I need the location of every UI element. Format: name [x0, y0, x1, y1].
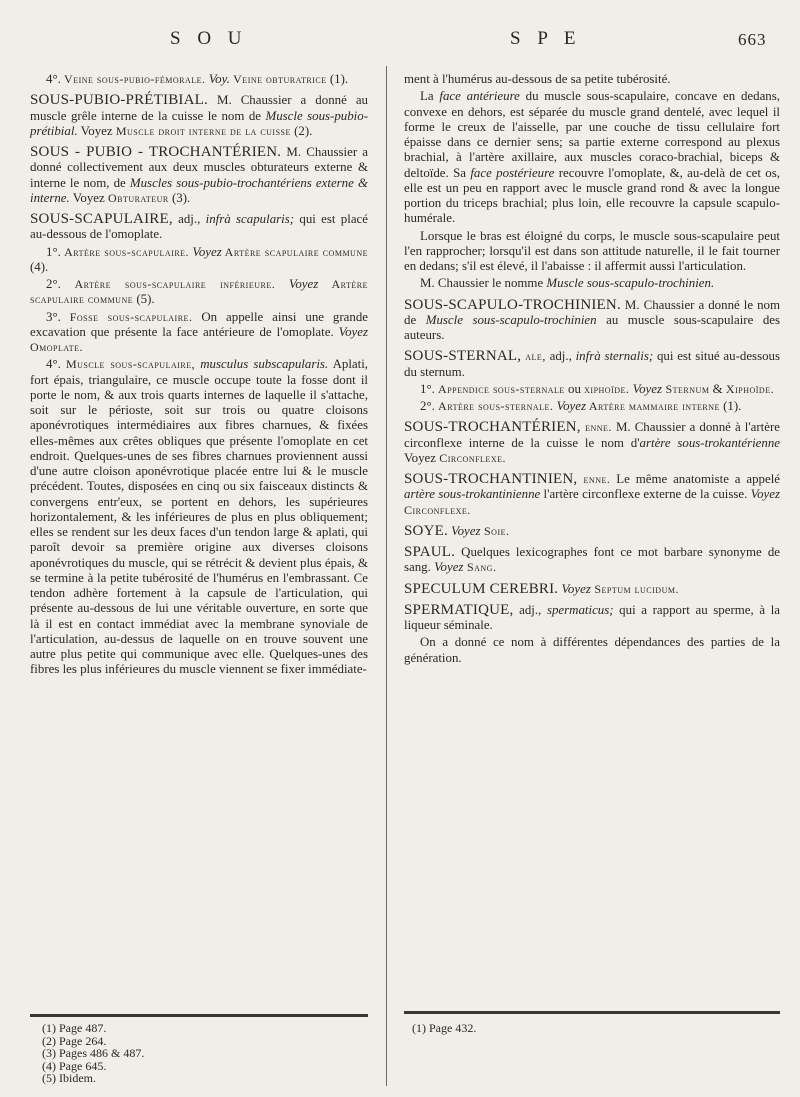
footnote: (1) Page 432. — [412, 1021, 477, 1035]
cross-ref-voyez: Voyez — [338, 324, 368, 339]
cross-ref-voyez: Voyez — [434, 560, 464, 575]
footnote-ref: (2). — [290, 123, 313, 138]
continuation-paragraph — [404, 72, 780, 87]
entry-fosse-sous-scapulaire — [30, 310, 368, 356]
headword: SOUS-STERNAL, — [404, 348, 522, 365]
entry-text: Voyez — [69, 190, 108, 205]
cross-ref-target: Circonflexe. — [439, 450, 506, 465]
footnote: (4) Page 645. — [42, 1058, 107, 1073]
entry-sous-sternal — [404, 349, 780, 380]
entry-number: 1°. — [46, 244, 65, 259]
left-column — [30, 72, 368, 962]
cross-ref-voyez: Voyez — [192, 244, 222, 259]
paragraph: Lorsque le bras est éloigné du corps, le muscle sous-scapulaire peut l'en rapprocher; lorsqu'il est dans son attitude naturelle, il le fait tourner en dedans; s'il est élevé, il l'abaisse : il affermit aussi l'articulation. — [404, 228, 780, 273]
entry-speculum-cerebri — [404, 582, 780, 597]
entry-text: M. Chaussier a donné au muscle grêle interne de la cuisse le nom de — [30, 93, 368, 123]
footnote: (5) Ibidem. — [42, 1071, 96, 1085]
entry-text: qui est situé au-dessous du sternum. — [404, 349, 780, 379]
footnote-ref: (4). — [30, 259, 49, 274]
entry-term: Artère sous-sternale. — [438, 399, 554, 413]
page-number: 663 — [738, 30, 767, 49]
entry-text: M. Chaussier a donné le nom de — [404, 297, 780, 327]
entry-text: M. Chaussier a donné à l'artère circonflexe interne de la cuisse le nom d' — [404, 420, 780, 450]
entry-artere-sous-sternale — [404, 399, 780, 414]
footnote-ref: (3). — [168, 190, 191, 205]
entry-text: adj., — [513, 602, 547, 617]
paragraph: On a donné ce nom à différentes dépendances des parties de la génération. — [404, 635, 780, 665]
suffix: enne. — [580, 420, 612, 435]
cross-ref-voyez: Voyez — [556, 399, 586, 413]
cross-ref-voyez: Voyez — [288, 277, 319, 291]
headword: SOUS-TROCHANTÉRIEN, — [404, 419, 581, 436]
italic-term: Muscle sous-pubio-prétibial. — [30, 108, 368, 138]
italic-term: artère sous-trokantérienne — [639, 435, 781, 450]
entry-sous-pubio-trochanterien — [30, 145, 368, 206]
entry-appendice-sous-sternale — [404, 382, 780, 397]
footnote-ref: (1). — [326, 72, 349, 86]
headword: SOYE. — [404, 522, 448, 539]
entry-text: au muscle sous-scapulaire des auteurs. — [404, 312, 781, 342]
footnote: (2) Page 264. — [42, 1033, 107, 1048]
entry-text: qui est placé au-dessous de l'omoplate. — [30, 212, 369, 242]
headword: SPECULUM CEREBRI. — [404, 580, 559, 597]
cross-ref-target: Sternum — [661, 381, 710, 396]
cross-ref-voyez: Voyez — [750, 487, 781, 502]
italic-term: Muscles sous-pubio-trochantériens externe & interne. — [30, 175, 368, 205]
cross-ref-target: Artère scapulaire commune — [30, 277, 368, 307]
paragraph-fonction — [404, 229, 780, 275]
footnotes-right — [412, 1022, 712, 1035]
space — [275, 277, 289, 291]
footnotes-left — [42, 1022, 342, 1085]
cross-ref-target: Muscle droit interne de la cuisse — [115, 123, 291, 138]
entry-term: Muscle sous-scapulaire, — [65, 357, 196, 372]
italic-term: face antérieure — [439, 89, 520, 104]
page-header — [0, 8, 800, 52]
column-divider — [386, 66, 387, 1086]
entry-text: Le même anatomiste a appelé — [610, 472, 781, 486]
cross-ref-target: Xiphoïde. — [725, 381, 775, 396]
suffix: ale, — [521, 349, 546, 364]
entry-text: adj., — [545, 349, 576, 364]
italic-term: infrà scapularis; — [205, 212, 295, 226]
text: du muscle sous-scapulaire, concave en dedans, convexe en dehors, est séparée du muscle grand dentelé, avec lequel il forme le creux de l'aisselle, par une couche de tissu cellulaire fort épaisse dans ce dernier sens; sa partie externe correspond au plexus brachial, à l'artère axillaire, aux muscles coraco-brachial, biceps & deltoïde. Sa — [404, 89, 780, 180]
cross-ref-voyez: Voyez — [447, 523, 481, 538]
entry-artere-sous-scapulaire — [30, 245, 368, 276]
italic-term: Muscle sous-scapulo-trochinien. — [546, 276, 715, 291]
italic-term: Muscle sous-scapulo-trochinien — [425, 312, 597, 327]
entry-sous-trochantinien — [404, 472, 780, 518]
text: & — [709, 381, 726, 396]
right-column — [404, 72, 780, 832]
cross-ref-target: Omoplate. — [30, 340, 84, 354]
entry-sous-scapulo-trochinien — [404, 298, 780, 344]
footnote-rule-left — [30, 1014, 368, 1017]
entry-sous-trochanterien — [404, 420, 780, 466]
entry-text: M. Chaussier a donné collectivement aux deux muscles obturateurs externe & interne le nom, de — [30, 145, 369, 190]
cross-ref-voyez: Voyez — [558, 581, 591, 596]
text: La — [420, 89, 440, 104]
footnote-ref: (1). — [719, 399, 742, 413]
entry-number: 2°. — [420, 399, 439, 413]
headword: SOUS-SCAPULO-TROCHINIEN. — [404, 296, 621, 313]
paragraph-nomenclature — [404, 276, 780, 291]
running-head-right: S P E — [510, 28, 582, 49]
entry-sous-pubio-pretibial — [30, 93, 368, 139]
cross-ref-target: Obturateur — [107, 190, 169, 205]
footnote-rule-right — [404, 1011, 780, 1014]
cross-ref-voy: Voy. — [208, 72, 230, 86]
running-head-left: S O U — [170, 28, 248, 49]
italic-term: face postérieure — [470, 165, 555, 180]
entry-artere-sous-scapulaire-inferieure — [30, 277, 368, 308]
paragraph-face-anterieure — [404, 89, 780, 226]
cross-ref-target: Soie. — [480, 523, 510, 538]
entry-sous-scapulaire — [30, 212, 368, 243]
entry-term: Veine sous-pubio-fémorale. — [64, 72, 206, 86]
entry-spermatique — [404, 603, 780, 634]
entry-number: 4°. — [46, 357, 66, 372]
italic-term: artère sous-trokantinienne — [404, 487, 541, 502]
entry-term: Appendice sous-sternale — [438, 381, 565, 396]
cross-ref-target: Artère mammaire interne — [586, 399, 720, 413]
entry-text: adj., — [172, 212, 206, 226]
headword: SPAUL. — [404, 544, 456, 560]
headword: SOUS - PUBIO - TROCHANTÉRIEN. — [30, 144, 282, 160]
cross-ref-target: Artère scapulaire commune — [221, 244, 368, 259]
entry-text: qui a rapport au sperme, à la liqueur séminale. — [404, 602, 780, 632]
entry-term: Fosse sous-scapulaire. — [69, 309, 193, 324]
headword: SOUS-SCAPULAIRE, — [30, 211, 173, 227]
footnote: (3) Pages 486 & 487. — [42, 1046, 145, 1060]
footnote-ref: (5). — [133, 292, 155, 307]
suffix: enne. — [577, 472, 611, 486]
entry-text: Quelques lexicographes font ce mot barbare synonyme de sang. — [404, 545, 780, 575]
text: recouvre l'omoplate, &, au-delà de cet os, elle est un peu en rapport avec le muscle grand rond & avec la longue portion du triceps brachial; plus loin, elle recouvre la capsule scapulo-humérale. — [404, 165, 780, 226]
entry-term: Artère sous-scapulaire inférieure. — [74, 277, 276, 291]
paragraph-spermatique-usage — [404, 635, 780, 666]
entry-text: On appelle ainsi une grande excavation que présente la face antérieure de l'omoplate. — [30, 309, 368, 339]
entry-term: Artère sous-scapulaire. — [64, 244, 190, 259]
entry-veine-sous-pubio-femorale — [30, 72, 368, 87]
latin-term: spermaticus; — [546, 602, 614, 617]
entry-body: Aplati, fort épais, triangulaire, ce muscle occupe toute la fosse dont il porte le nom, & aux trois quarts internes de laquelle il s'attache, soit sur le périoste, soit sur trois ou quatre cloisons aponévrotiques intermédiaires aux fibres charnues, & fixées elles-mêmes aux crêtes obliques que présente l'omoplate en cet endroit. Quelques-unes de ses fibres charnues proviennent aussi d'une autre cloison aponévrotique placée entre lui & le muscle précédent. Toutes, disposées en cinq ou six faisceaux distincts & convergens entr'eux, se portent en dehors, les supérieures horizontalement, & les inférieures de plus en plus obliquement; elles se rendent sur les deux faces d'un tendon large & aplati, qui paroît devoir sa première origine aux diverses cloisons aponévrotiques du muscle, qui se rétrécit & devient plus épais, & se termine à la petite tubérosité de l'humérus en l'embrassant. Ce tendon adhère fortement à la capsule de l'articulation, qui présente au-dessous de lui une véritable ouverture, en sorte que là il est en contact immédiat avec la membrane synoviale de l'articulation, au-dessus de laquelle on en trouve souvent une autre plus petite qui communique avec elle. Quelques-unes des fibres les plus inférieures du muscle viennent se fixer immédiate- — [30, 357, 369, 677]
italic-term: infrà sternalis; — [575, 349, 654, 364]
entry-number: 1°. — [420, 381, 439, 396]
entry-text: Voyez — [404, 450, 440, 465]
footnote: (1) Page 487. — [42, 1021, 107, 1035]
text: M. Chaussier le nomme — [420, 276, 547, 291]
text: ou — [564, 381, 585, 396]
entry-number: 4°. — [46, 72, 65, 86]
entry-text: l'artère circonflexe externe de la cuisse. — [540, 487, 751, 502]
cross-ref-target: Veine obturatrice — [229, 72, 327, 86]
headword: SOUS-TROCHANTINIEN, — [404, 471, 578, 487]
entry-term: xiphoïde. — [584, 381, 630, 396]
cross-ref-target: Septum lucidum. — [590, 581, 679, 596]
entry-number: 3°. — [46, 309, 70, 324]
entry-spaul — [404, 545, 780, 576]
entry-text: Voyez — [77, 123, 116, 138]
cross-ref-voyez: Voyez — [629, 381, 662, 396]
cross-ref-target: Sang. — [463, 560, 497, 575]
headword: SPERMATIQUE, — [404, 601, 514, 618]
headword: SOUS-PUBIO-PRÉTIBIAL. — [30, 92, 208, 109]
cross-ref-target: Circonflexe. — [404, 502, 471, 517]
entry-number: 2°. — [46, 277, 75, 291]
entry-soye — [404, 524, 780, 539]
paragraph: ment à l'humérus au-dessous de sa petite tubérosité. — [404, 72, 671, 86]
latin-term: musculus subscapularis. — [195, 357, 329, 372]
entry-muscle-sous-scapulaire — [30, 357, 368, 677]
